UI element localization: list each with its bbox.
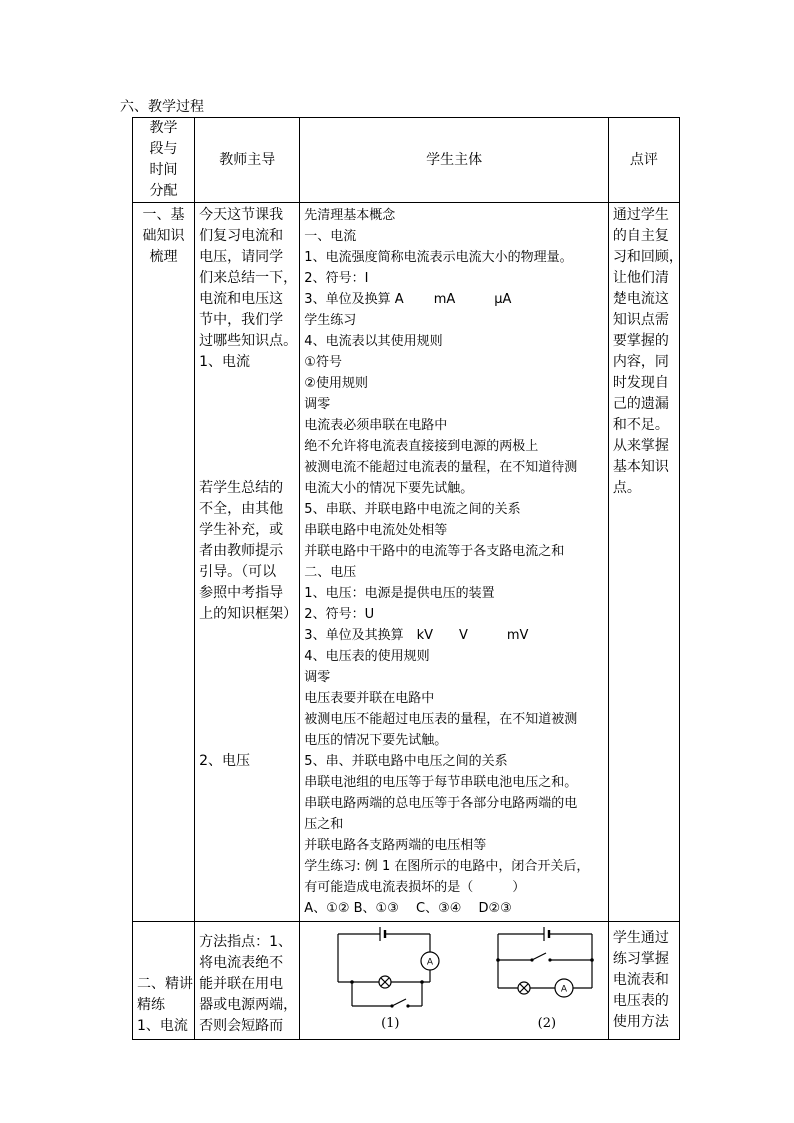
student-line: 4、电压表的使用规则 bbox=[304, 649, 430, 664]
student-line: 并联电路各支路两端的电压相等 bbox=[304, 838, 487, 853]
header-student: 学生主体 bbox=[300, 118, 609, 203]
stage-text: 一、基础知识梳理 bbox=[142, 207, 185, 265]
ammeter-label: A bbox=[560, 984, 567, 995]
teacher-cell bbox=[195, 203, 300, 922]
student-line: 串联电池组的电压等于每节串联电池电压之和。 bbox=[304, 775, 578, 790]
teacher-line: 学生补充，或 bbox=[199, 522, 284, 538]
comment-line: 让他们清 bbox=[612, 270, 669, 286]
header-teacher: 教师主导 bbox=[195, 118, 300, 203]
ammeter-label: A bbox=[427, 957, 434, 968]
comment-line: 从来掌握 bbox=[612, 438, 669, 454]
teacher-line: 参照中考指导 bbox=[199, 585, 284, 601]
comment-cell-2 bbox=[608, 922, 679, 1040]
student-line: 2、符号：I bbox=[304, 271, 369, 286]
comment-line: 要掌握的 bbox=[612, 333, 669, 349]
student-line: A、①② B、①③ C、③④ D②③ bbox=[304, 901, 512, 916]
comment-line: 电压表的 bbox=[612, 993, 669, 1009]
teacher-line: 节中，我们学 bbox=[199, 312, 284, 328]
figure-cell bbox=[300, 922, 609, 1040]
student-line: 电流表必须串联在电路中 bbox=[304, 418, 448, 433]
student-line: 学生练习: 例 1 在图所示的电路中，闭合开关后， bbox=[304, 859, 590, 874]
student-line: 3、单位及其换算 kV V mV bbox=[304, 628, 529, 643]
teacher-line: 们复习电流和 bbox=[199, 228, 284, 244]
teacher-line: 将电流表绝不 bbox=[199, 955, 284, 971]
comment-line: 楚电流这 bbox=[612, 291, 669, 307]
stage-line: 精练 bbox=[137, 997, 165, 1013]
teacher-line: 者由教师提示 bbox=[199, 543, 284, 559]
student-cell bbox=[300, 203, 609, 922]
student-line: 调零 bbox=[304, 670, 331, 685]
comment-line: 时发现自 bbox=[612, 375, 669, 391]
teacher-cell-2 bbox=[195, 922, 300, 1040]
comment-line: 使用方法 bbox=[612, 1014, 669, 1030]
stage-cell-2 bbox=[133, 922, 195, 1040]
figure-label-2: (2) bbox=[537, 1016, 557, 1031]
stage-line: 二、精讲 bbox=[137, 976, 193, 992]
comment-line: 的自主复 bbox=[612, 228, 669, 244]
section-title: 六、教学过程 bbox=[120, 99, 204, 115]
student-line: 2、符号：U bbox=[304, 607, 375, 622]
student-line: 二、电压 bbox=[304, 565, 357, 580]
student-line: 5、串、并联电路中电压之间的关系 bbox=[304, 754, 508, 769]
comment-line: 己的遗漏 bbox=[612, 396, 669, 412]
header-comment: 点评 bbox=[608, 118, 679, 203]
comment-line: 点。 bbox=[612, 480, 641, 496]
teacher-line: 器或电源两端， bbox=[199, 997, 298, 1013]
comment-line: 练习掌握 bbox=[612, 951, 669, 967]
comment-line: 基本知识 bbox=[612, 459, 669, 475]
student-line: ②使用规则 bbox=[304, 376, 368, 391]
student-line: 一、电流 bbox=[304, 229, 357, 244]
header-stage: 教学段与时间分配 bbox=[133, 118, 195, 203]
student-line: 3、单位及换算 A mA μA bbox=[304, 292, 512, 307]
teacher-line: 今天这节课我 bbox=[199, 207, 284, 223]
student-line: 串联电路两端的总电压等于各部分电路两端的电 bbox=[304, 796, 578, 811]
student-line: 有可能造成电流表损坏的是（ ） bbox=[304, 880, 526, 895]
teacher-line: 不全，由其他 bbox=[199, 501, 284, 517]
student-line: 并联电路中干路中的电流等于各支路电流之和 bbox=[304, 544, 565, 559]
student-line: 串联电路中电流处处相等 bbox=[304, 523, 448, 538]
student-line: 压之和 bbox=[304, 817, 344, 832]
comment-line: 学生通过 bbox=[612, 930, 669, 946]
student-line: 5、串联、并联电路中电流之间的关系 bbox=[304, 502, 521, 517]
circuit-diagram-2 bbox=[492, 926, 602, 1032]
student-line: 先清理基本概念 bbox=[304, 208, 396, 223]
teacher-line: 方法指点：1、 bbox=[199, 934, 293, 950]
teacher-line: 能并联在用电 bbox=[199, 976, 284, 992]
header-row bbox=[133, 118, 680, 203]
teacher-line: 上的知识框架） bbox=[199, 606, 298, 622]
teacher-line: 否则会短路而 bbox=[199, 1018, 284, 1034]
teacher-line: 1、电流 bbox=[199, 354, 251, 370]
student-line: 被测电压不能超过电压表的量程，在不知道被测 bbox=[304, 712, 578, 727]
row-intensive-practice bbox=[133, 922, 680, 1040]
teacher-line: 电压，请同学 bbox=[199, 249, 284, 265]
comment-line: 知识点需 bbox=[612, 312, 669, 328]
comment-line: 通过学生 bbox=[612, 207, 669, 223]
student-line: 绝不允许将电流表直接接到电源的两极上 bbox=[304, 439, 539, 454]
stage-line: 1、电流 bbox=[137, 1018, 188, 1034]
student-line: 学生练习 bbox=[304, 313, 357, 328]
figure-label-1: (1) bbox=[381, 1016, 400, 1031]
comment-cell bbox=[608, 203, 683, 922]
teacher-line: 2、电压 bbox=[199, 753, 251, 769]
student-line: 4、电流表以其使用规则 bbox=[304, 334, 443, 349]
teacher-line: 电流和电压这 bbox=[199, 291, 284, 307]
teacher-line: 若学生总结的 bbox=[199, 480, 284, 496]
stage-cell bbox=[133, 203, 195, 922]
student-line: 1、电流强度简称电流表示电流大小的物理量。 bbox=[304, 250, 573, 265]
teacher-line: 引导。（可以 bbox=[199, 564, 277, 580]
teacher-line: 们来总结一下， bbox=[199, 270, 298, 286]
circuit-diagram-1 bbox=[330, 926, 450, 1032]
teacher-line: 过哪些知识点。 bbox=[199, 333, 298, 349]
row-basic-knowledge bbox=[133, 203, 680, 922]
student-line: ①符号 bbox=[304, 355, 342, 370]
student-line: 电压表要并联在电路中 bbox=[304, 691, 435, 706]
teaching-process-table bbox=[132, 117, 683, 1040]
student-line: 调零 bbox=[304, 397, 331, 412]
student-line: 被测电流不能超过电流表的量程，在不知道待测 bbox=[304, 460, 578, 475]
comment-line: 和不足。 bbox=[612, 417, 669, 433]
student-line: 电压的情况下要先试触。 bbox=[304, 733, 448, 748]
comment-line: 内容，同 bbox=[612, 354, 669, 370]
comment-line: 电流表和 bbox=[612, 972, 669, 988]
student-line: 1、电压：电源是提供电压的装置 bbox=[304, 586, 495, 601]
comment-line: 习和回顾， bbox=[612, 249, 683, 265]
student-line: 电流大小的情况下要先试触。 bbox=[304, 481, 474, 496]
